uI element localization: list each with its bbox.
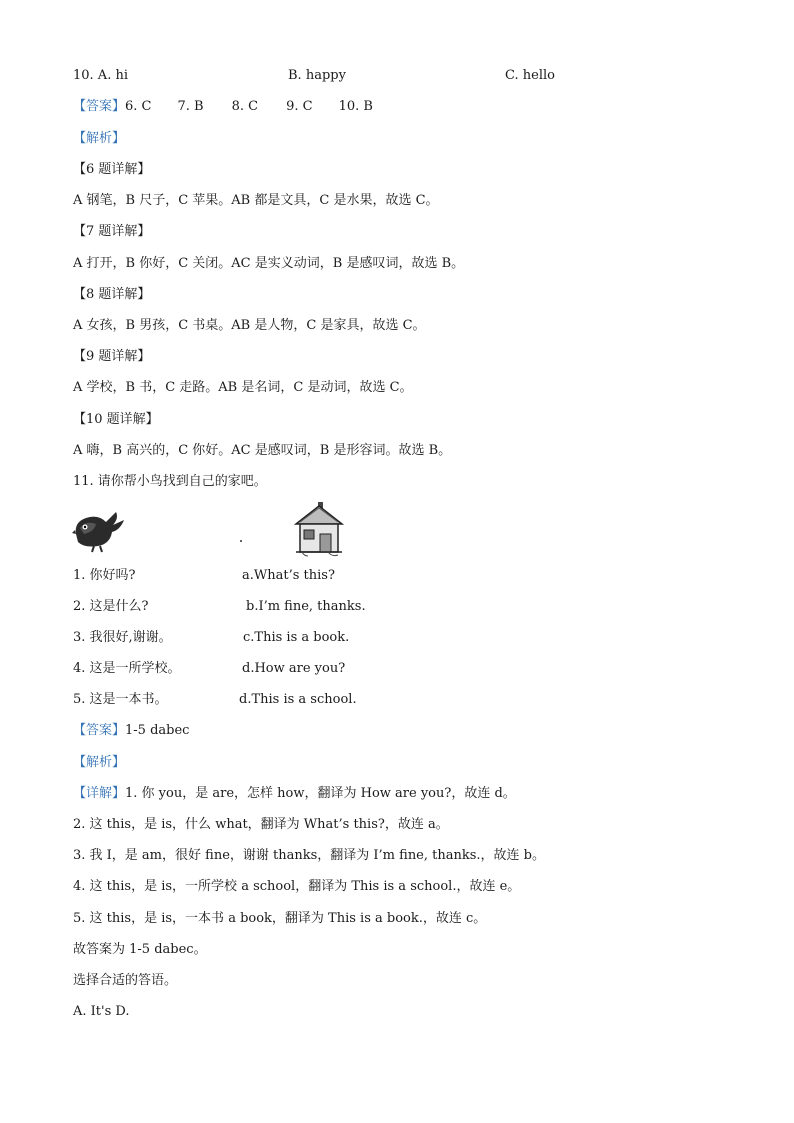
detail-7-text: A 打开，B 你好，C 关闭。AC 是实义动词，B 是感叹词，故选 B。	[73, 256, 465, 271]
detail-8-title: 【8 题详解】	[73, 287, 151, 302]
question-11-title: 11. 请你帮小鸟找到自己的家吧。	[73, 474, 267, 489]
match-left-3: 3. 我很好,谢谢。	[73, 630, 172, 645]
answer-item: 7. B	[177, 99, 204, 114]
detail-7-title: 【7 题详解】	[73, 224, 151, 239]
next-question-title: 选择合适的答语。	[73, 973, 178, 988]
detail-line-1	[73, 785, 516, 803]
match-left-5: 5. 这是一本书。	[73, 692, 168, 707]
detail-tag: 【详解】	[73, 786, 126, 801]
q10-option-c: C. hello	[505, 68, 555, 83]
match-left-4: 4. 这是一所学校。	[73, 661, 181, 676]
detail-line-4: 4. 这 this，是 is，一所学校 a school，翻译为 This is a school.，故连 e。	[73, 879, 521, 894]
match-right-d: d.How are you?	[242, 661, 346, 676]
answer-11	[73, 722, 189, 740]
detail-line-2: 2. 这 this，是 is，什么 what，翻译为 What’s this?，故连 a。	[73, 817, 449, 832]
q10-option-a: 10. A. hi	[73, 68, 128, 83]
analysis-tag: 【解析】	[73, 755, 126, 770]
match-left-2: 2. 这是什么?	[73, 599, 149, 614]
detail-line-5: 5. 这 this，是 is，一本书 a book，翻译为 This is a book.，故连 c。	[73, 911, 487, 926]
detail-10-title: 【10 题详解】	[73, 412, 159, 427]
detail-9-title: 【9 题详解】	[73, 349, 151, 364]
analysis-tag: 【解析】	[73, 131, 126, 146]
q10-option-b: B. happy	[288, 68, 346, 83]
answer-tag: 【答案】	[73, 99, 126, 114]
conclusion: 故答案为 1-5 dabec。	[73, 942, 207, 957]
detail-text: 1. 你 you，是 are，怎样 how，翻译为 How are you?，故连 d。	[125, 786, 516, 801]
answer-item: 6. C	[125, 99, 152, 114]
answer-item: 8. C	[231, 99, 259, 114]
detail-6-text: A 钢笔，B 尺子，C 苹果。AB 都是文具，C 是水果，故选 C。	[73, 193, 439, 208]
house-illustration	[292, 500, 346, 558]
answer-item: 10. B	[338, 99, 373, 114]
detail-line-3: 3. 我 I，是 am，很好 fine，谢谢 thanks，翻译为 I’m fine, thanks.，故连 b。	[73, 848, 545, 863]
answer-value: 1-5 dabec	[125, 723, 190, 738]
answer-item: 9. C	[286, 99, 313, 114]
decorative-dot	[240, 540, 242, 542]
detail-6-title: 【6 题详解】	[73, 162, 151, 177]
detail-8-text: A 女孩，B 男孩，C 书桌。AB 是人物，C 是家具，故选 C。	[73, 318, 426, 333]
answer-tag: 【答案】	[73, 723, 126, 738]
match-right-a: a.What’s this?	[242, 568, 335, 583]
match-right-e: d.This is a school.	[239, 692, 357, 707]
detail-10-text: A 嗨，B 高兴的，C 你好。AC 是感叹词，B 是形容词。故选 B。	[73, 443, 452, 458]
match-left-1: 1. 你好吗?	[73, 568, 136, 583]
detail-9-text: A 学校，B 书，C 走路。AB 是名词，C 是动词，故选 C。	[73, 380, 413, 395]
answer-6-10	[73, 98, 373, 116]
bird-illustration	[72, 508, 128, 554]
match-right-b: b.I’m fine, thanks.	[246, 599, 366, 614]
next-question-option-a: A. It's D.	[73, 1004, 130, 1019]
match-right-c: c.This is a book.	[243, 630, 350, 645]
